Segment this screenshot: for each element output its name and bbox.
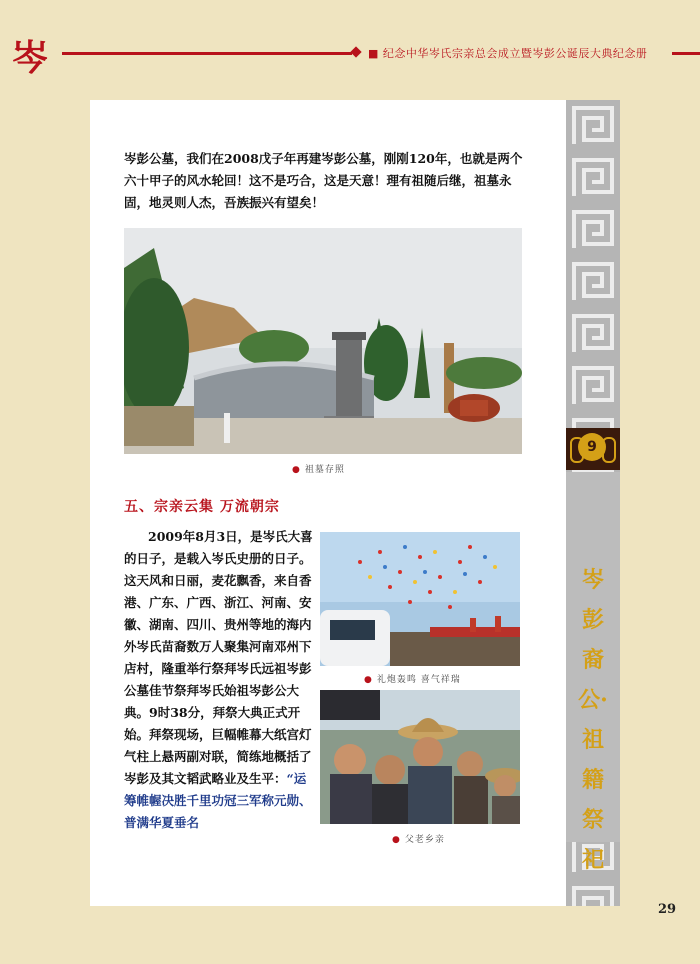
page-number: 29 xyxy=(658,902,677,917)
caption-photo-crowd xyxy=(392,832,445,845)
article-paragraph-2-main: 2009年8月3日，是岑氏大喜的日子，是载入岑氏史册的日子。这天风和日丽，麦花飘香，来自香港、广东、广西、浙江、河南、安徽、湖南、四川、贵州等地的海内外岑氏苗裔数万人聚集河南邓州下店村，隆重举行祭拜岑氏远祖岑彭公墓佳节祭拜岑氏始祖岑彭公大典。9时38分，拜祭大典正式开始。拜祭现场，巨幅帷幕大纸宫灯气柱上悬两副对联，简练地概括了岑彭及其文韬武略业及生平： xyxy=(124,529,313,786)
caption-text: 祖墓存照 xyxy=(304,465,345,475)
photo-balloons xyxy=(320,532,520,666)
caption-text: 父老乡亲 xyxy=(404,835,445,845)
vertical-title: 岑彭裔公·祖籍祭祀 xyxy=(578,567,608,873)
header-diamond xyxy=(350,46,361,57)
article-paragraph-2-quote: “运筹帷幄决胜千里功冠三军称元勋、普满华夏垂名 xyxy=(124,771,312,830)
section-heading xyxy=(124,496,280,516)
caption-text: 礼炮轰鸣 喜气祥瑞 xyxy=(376,675,461,685)
article-paragraph-2 xyxy=(124,526,314,834)
photo-crowd xyxy=(320,690,520,824)
header-rule-right xyxy=(672,52,700,55)
photo-tomb xyxy=(124,228,522,454)
header-rule-left xyxy=(62,52,352,55)
header-title: ■ 纪念中华岑氏宗亲总会成立暨岑彭公诞辰大典纪念册 xyxy=(368,47,648,60)
header-logo: 岑 xyxy=(12,37,49,79)
chapter-number: 9 xyxy=(578,433,606,461)
caption-photo-balloons xyxy=(364,672,461,685)
caption-bullet-icon: ● xyxy=(392,835,401,845)
caption-bullet-icon: ● xyxy=(364,675,373,685)
caption-photo-tomb xyxy=(292,462,345,475)
caption-bullet-icon: ● xyxy=(292,465,301,475)
article-paragraph-1: 岑彭公墓，我们在2008戊子年再建岑彭公墓，刚刚120年，也就是两个六十甲子的风水轮回！这不是巧合，这是天意！理有祖随后继，祖墓永固，地灵则人杰，吾族振兴有望矣！ xyxy=(124,151,523,210)
section-heading-text: 五、宗亲云集 万流朝宗 xyxy=(124,499,280,515)
